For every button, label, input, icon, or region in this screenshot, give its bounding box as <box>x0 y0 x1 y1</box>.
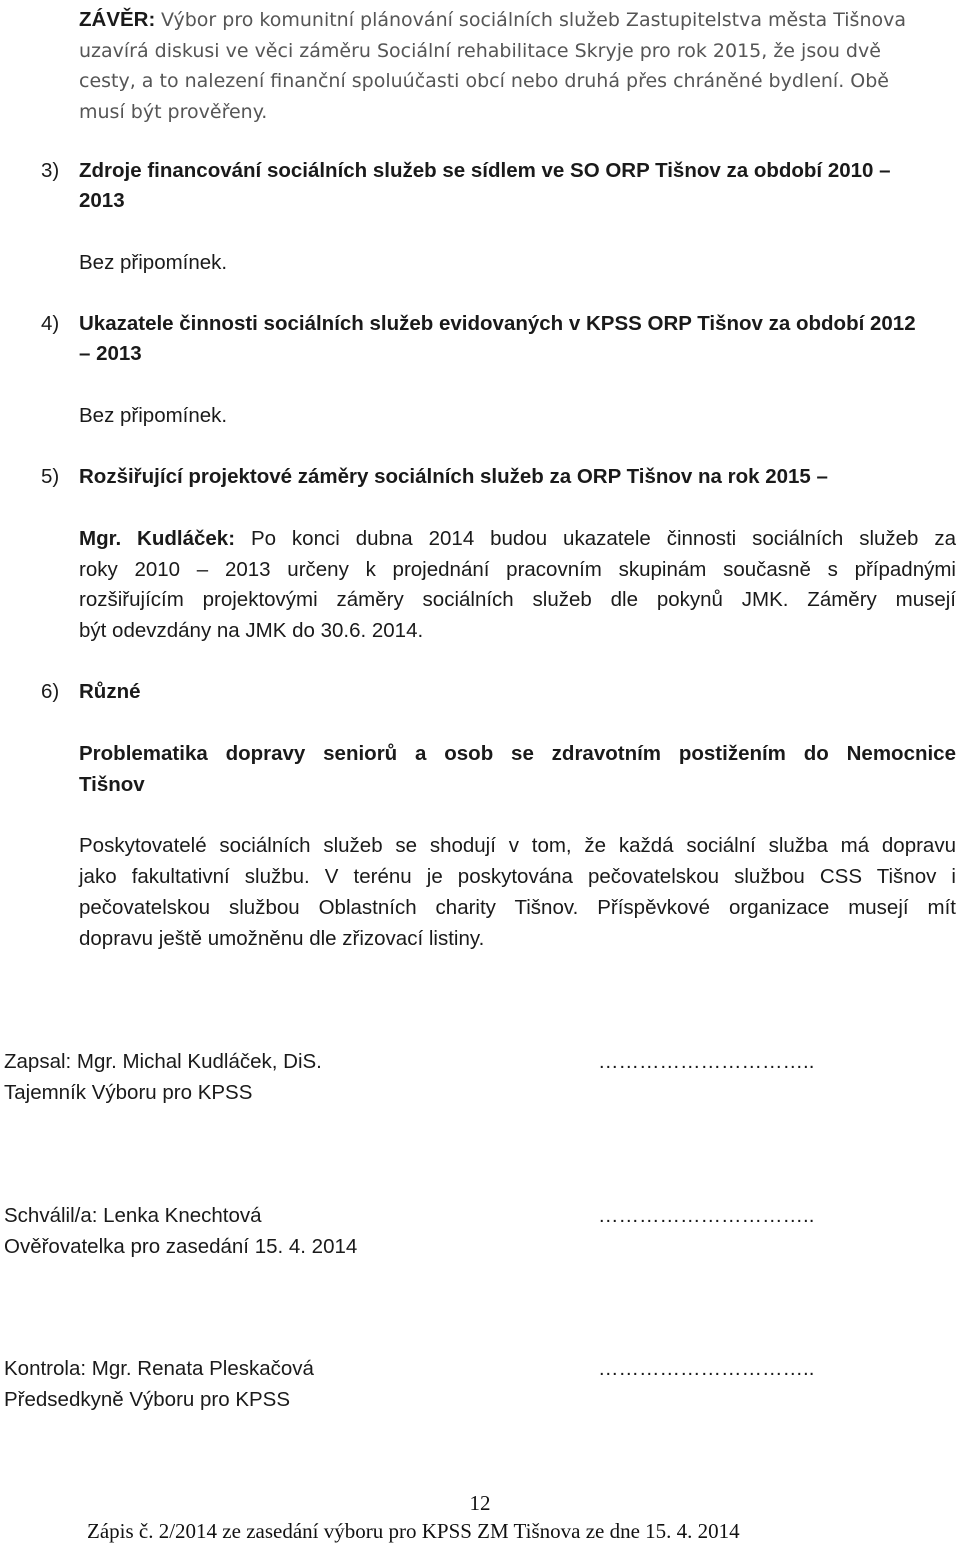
signature-role: Ověřovatelka pro zasedání 15. 4. 2014 <box>4 1235 358 1258</box>
conclusion-line: musí být prověřeny. <box>79 101 268 123</box>
paragraph-line: dopravu ještě umožněnu dle zřizovací listiny. <box>79 927 485 950</box>
conclusion-line: Výbor pro komunitní plánování sociálních služeb Zastupitelstva města Tišnova <box>161 9 906 31</box>
item-title: – 2013 <box>79 342 142 365</box>
conclusion-label: ZÁVĚR: <box>79 8 156 31</box>
signature-dots: ………………………….. <box>598 1357 815 1380</box>
paragraph-line: rozšiřujícím projektovými záměry sociálních služeb dle pokynů JMK. Záměry musejí <box>79 588 956 611</box>
paragraph-line: jako fakultativní službu. V terénu je poskytována pečovatelskou službou CSS Tišnov i <box>79 865 956 888</box>
signature-name: Schválil/a: Lenka Knechtová <box>4 1204 262 1227</box>
item-title: 2013 <box>79 189 125 212</box>
item-subtitle: Problematika dopravy seniorů a osob se zdravotním postižením do Nemocnice <box>79 742 956 765</box>
item-number: 5) <box>41 465 60 488</box>
item-number: 6) <box>41 680 60 703</box>
page-number: 12 <box>469 1491 491 1515</box>
paragraph-line: Poskytovatelé sociálních služeb se shodují v tom, že každá sociální služba má dopravu <box>79 834 956 857</box>
item-title: Ukazatele činnosti sociálních služeb evidovaných v KPSS ORP Tišnov za období 2012 <box>79 312 916 335</box>
conclusion-line: cesty, a to nalezení finanční spoluúčasti obcí nebo druhá přes chráněné bydlení. Obě <box>79 70 889 92</box>
item-number: 4) <box>41 312 60 335</box>
signature-role: Předsedkyně Výboru pro KPSS <box>4 1388 291 1411</box>
signature-role: Tajemník Výboru pro KPSS <box>4 1081 253 1104</box>
item-title: Rozšiřující projektové záměry sociálních služeb za ORP Tišnov na rok 2015 – <box>79 465 828 488</box>
conclusion-line: uzavírá diskusi ve věci záměru Sociální rehabilitace Skryje pro rok 2015, že jsou dvě <box>79 40 881 62</box>
item-note: Bez připomínek. <box>79 251 228 274</box>
paragraph-line: roky 2010 – 2013 určeny k projednání pracovním skupinám současně s případnými <box>79 558 956 581</box>
item-subtitle: Tišnov <box>79 773 145 796</box>
signature-name: Zapsal: Mgr. Michal Kudláček, DiS. <box>4 1050 322 1073</box>
item-title: Různé <box>79 680 141 703</box>
signature-name: Kontrola: Mgr. Renata Pleskačová <box>4 1357 314 1380</box>
item-title: Zdroje financování sociálních služeb se sídlem ve SO ORP Tišnov za období 2010 – <box>79 159 891 182</box>
signature-dots: ………………………….. <box>598 1204 815 1227</box>
paragraph-line: být odevzdány na JMK do 30.6. 2014. <box>79 619 424 642</box>
speaker-name: Mgr. Kudláček: <box>79 527 236 550</box>
paragraph-line: pečovatelskou službou Oblastních charity Tišnov. Příspěvkové organizace musejí mít <box>79 896 956 919</box>
item-note: Bez připomínek. <box>79 404 228 427</box>
paragraph-line: Po konci dubna 2014 budou ukazatele činnosti sociálních služeb za <box>250 527 957 550</box>
signature-dots: ………………………….. <box>598 1050 815 1073</box>
footer-text: Zápis č. 2/2014 ze zasedání výboru pro KPSS ZM Tišnova ze dne 15. 4. 2014 <box>87 1519 740 1543</box>
item-number: 3) <box>41 159 60 182</box>
